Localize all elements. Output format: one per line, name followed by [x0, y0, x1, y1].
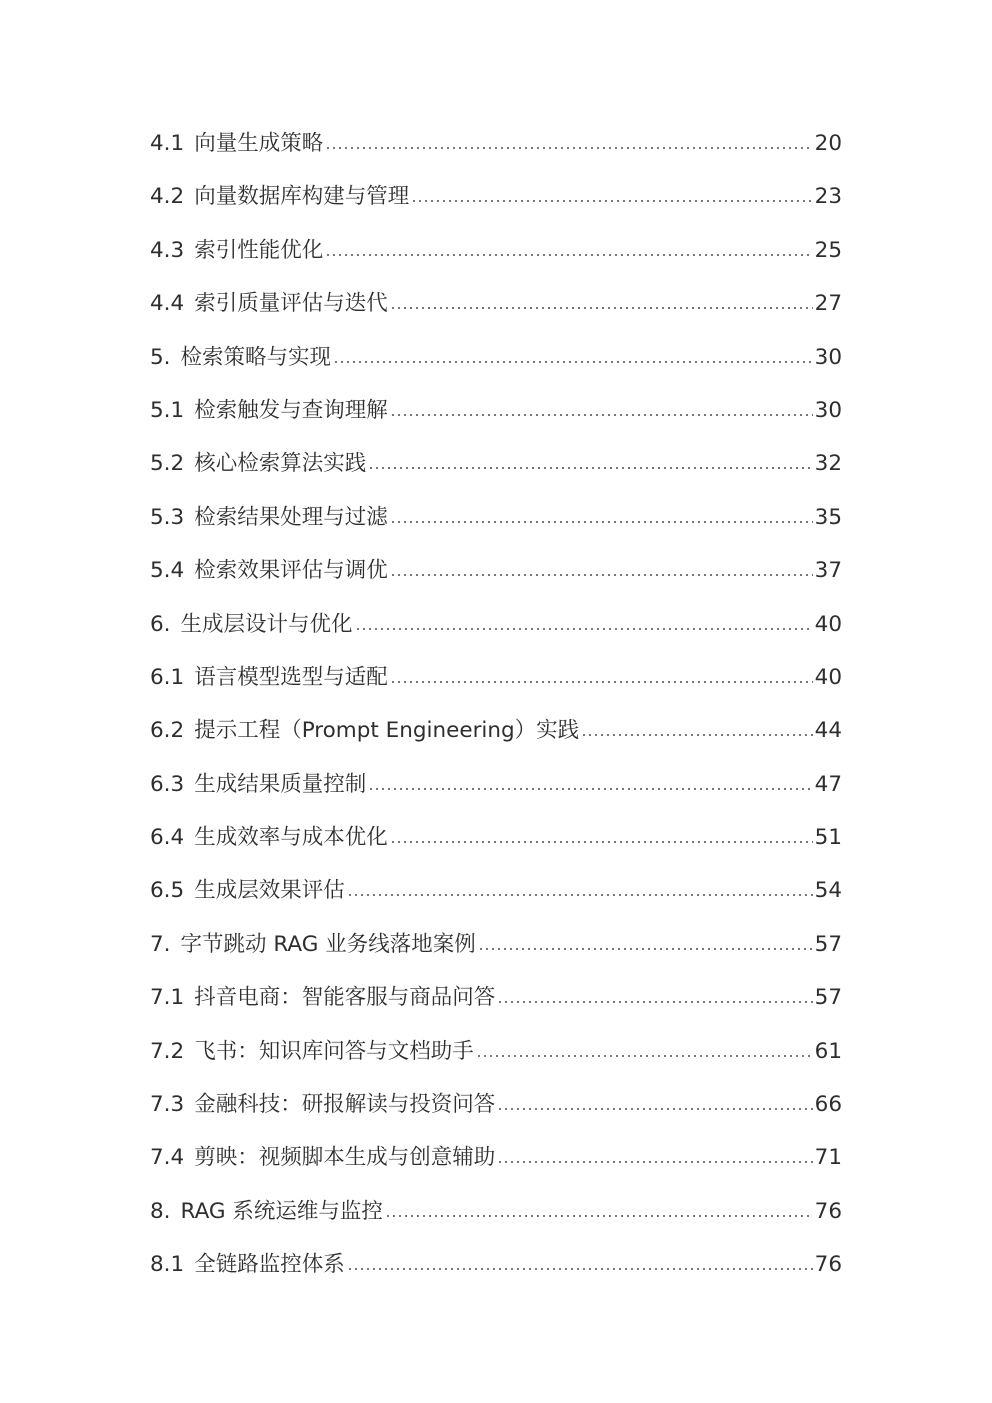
toc-entry-page-number: 44: [814, 718, 842, 744]
toc-entry[interactable]: [150, 224, 842, 277]
toc-entry[interactable]: [150, 864, 842, 917]
toc-entry-number: 6.1: [150, 664, 185, 690]
toc-entry-page-number: 47: [814, 771, 842, 797]
dot-leader: [355, 628, 813, 630]
toc-entry-page-number: 35: [814, 504, 842, 530]
toc-entry[interactable]: [150, 1025, 842, 1078]
dot-leader: [390, 307, 813, 309]
toc-entry-page-number: 51: [814, 825, 842, 851]
toc-entry[interactable]: [150, 331, 842, 384]
toc-entry[interactable]: [150, 758, 842, 811]
toc-entry[interactable]: [150, 918, 842, 971]
toc-entry-number: 7.3: [150, 1092, 185, 1118]
toc-entry-title: 生成效率与成本优化: [194, 825, 388, 851]
toc-entry[interactable]: [150, 598, 842, 651]
toc-entry-page-number: 20: [814, 131, 842, 156]
dot-leader: [497, 1108, 812, 1110]
toc-entry-page-number: 54: [814, 878, 842, 904]
toc-entry-page-number: 30: [814, 397, 842, 423]
toc-entry-title: 生成层设计与优化: [180, 611, 353, 637]
toc-entry-page-number: 30: [814, 344, 842, 370]
toc-entry[interactable]: [150, 437, 842, 490]
toc-entry-number: 6.5: [150, 878, 185, 904]
toc-entry[interactable]: [150, 384, 842, 437]
toc-entry[interactable]: [150, 1131, 842, 1184]
toc-entry-number: 7.4: [150, 1145, 185, 1171]
toc-entry-page-number: 25: [814, 237, 842, 263]
dot-leader: [390, 414, 813, 416]
toc-entry-title: 生成结果质量控制: [194, 771, 367, 797]
dot-leader: [581, 734, 812, 736]
toc-entry-page-number: 57: [814, 931, 842, 957]
toc-entry-number: 7.1: [150, 985, 185, 1011]
toc-entry-number: 4.1: [150, 131, 185, 156]
toc-entry-number: 6.4: [150, 825, 185, 851]
toc-entry-title: 飞书：知识库问答与文档助手: [194, 1038, 474, 1064]
toc-entry-title: 向量数据库构建与管理: [194, 184, 410, 210]
dot-leader: [385, 1215, 813, 1217]
toc-entry-title: 字节跳动 RAG 业务线落地案例: [180, 931, 476, 957]
dot-leader: [478, 948, 813, 950]
toc-entry-page-number: 57: [814, 985, 842, 1011]
toc-entry[interactable]: [150, 651, 842, 704]
toc-entry[interactable]: [150, 491, 842, 544]
toc-entry-number: 6.2: [150, 718, 185, 744]
toc-entry[interactable]: [150, 704, 842, 757]
toc-entry-title: 检索策略与实现: [180, 344, 332, 370]
toc-entry-page-number: 37: [814, 558, 842, 584]
table-of-contents: [150, 117, 842, 1292]
toc-entry-page-number: 76: [814, 1252, 842, 1278]
toc-entry-title: 剪映：视频脚本生成与创意辅助: [194, 1145, 496, 1171]
toc-entry-title: 提示工程（Prompt Engineering）实践: [194, 718, 580, 744]
toc-entry-page-number: 61: [814, 1038, 842, 1064]
toc-entry[interactable]: [150, 1238, 842, 1291]
toc-entry-number: 5.3: [150, 504, 185, 530]
toc-entry-page-number: 71: [814, 1145, 842, 1171]
toc-entry-page-number: 32: [814, 451, 842, 477]
toc-entry-title: 索引质量评估与迭代: [194, 291, 388, 317]
toc-entry-page-number: 76: [814, 1198, 842, 1224]
dot-leader: [390, 681, 813, 683]
toc-entry-title: 检索触发与查询理解: [194, 397, 388, 423]
toc-entry[interactable]: [150, 1185, 842, 1238]
dot-leader: [368, 467, 812, 469]
toc-entry-number: 4.2: [150, 184, 185, 210]
toc-entry-title: 全链路监控体系: [194, 1252, 345, 1278]
toc-entry-number: 5.: [150, 344, 171, 370]
toc-entry-number: 5.4: [150, 558, 185, 584]
toc-entry-title: 金融科技：研报解读与投资问答: [194, 1092, 496, 1118]
toc-entry-title: 生成层效果评估: [194, 878, 345, 904]
toc-entry-title: 检索结果处理与过滤: [194, 504, 388, 530]
dot-leader: [333, 361, 813, 363]
toc-entry[interactable]: [150, 544, 842, 597]
toc-entry-number: 5.2: [150, 451, 185, 477]
dot-leader: [347, 894, 813, 896]
toc-entry-number: 7.2: [150, 1038, 185, 1064]
toc-entry[interactable]: [150, 811, 842, 864]
toc-entry[interactable]: [150, 971, 842, 1024]
toc-entry-page-number: 27: [814, 291, 842, 317]
toc-entry[interactable]: [150, 1078, 842, 1131]
dot-leader: [325, 254, 812, 256]
toc-entry-page-number: 66: [814, 1092, 842, 1118]
toc-entry-number: 5.1: [150, 397, 185, 423]
toc-entry-number: 6.: [150, 611, 171, 637]
dot-leader: [497, 1001, 812, 1003]
toc-entry-page-number: 40: [814, 664, 842, 690]
toc-entry-number: 7.: [150, 931, 171, 957]
toc-entry-title: RAG 系统运维与监控: [180, 1198, 383, 1224]
toc-entry-number: 8.: [150, 1198, 171, 1224]
toc-entry-number: 6.3: [150, 771, 185, 797]
toc-entry-title: 索引性能优化: [194, 237, 324, 263]
toc-entry-title: 抖音电商：智能客服与商品问答: [194, 985, 496, 1011]
toc-entry[interactable]: [150, 170, 842, 223]
dot-leader: [497, 1161, 812, 1163]
toc-entry-page-number: 40: [814, 611, 842, 637]
toc-entry-number: 8.1: [150, 1252, 185, 1278]
dot-leader: [325, 147, 812, 149]
dot-leader: [390, 574, 813, 576]
dot-leader: [368, 788, 812, 790]
dot-leader: [411, 200, 812, 202]
toc-entry-title: 向量生成策略: [194, 131, 324, 156]
dot-leader: [347, 1268, 813, 1270]
dot-leader: [476, 1055, 813, 1057]
toc-entry-title: 语言模型选型与适配: [194, 664, 388, 690]
dot-leader: [390, 521, 813, 523]
toc-entry[interactable]: [150, 117, 842, 170]
toc-entry-number: 4.4: [150, 291, 185, 317]
toc-entry-title: 核心检索算法实践: [194, 451, 367, 477]
dot-leader: [390, 841, 813, 843]
toc-entry-number: 4.3: [150, 237, 185, 263]
toc-entry[interactable]: [150, 277, 842, 330]
toc-entry-title: 检索效果评估与调优: [194, 558, 388, 584]
toc-entry-page-number: 23: [814, 184, 842, 210]
